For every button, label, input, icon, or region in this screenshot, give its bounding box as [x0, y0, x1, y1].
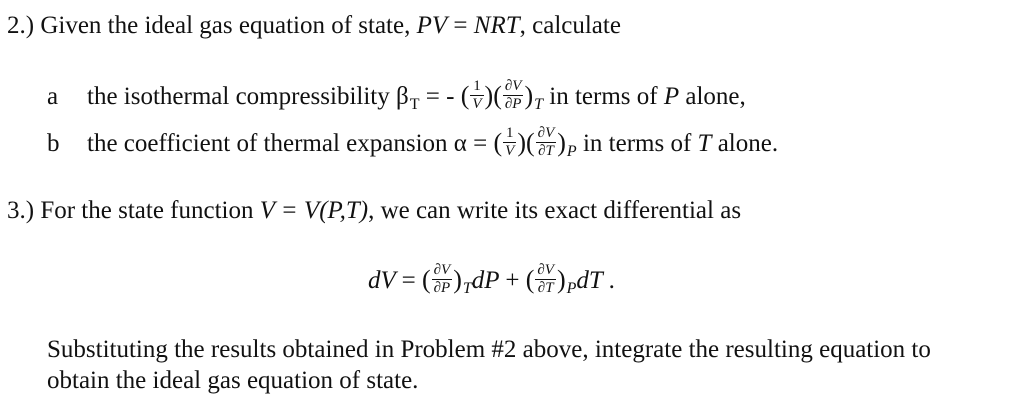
fraction-numerator: ∂V	[504, 78, 522, 94]
part-a-tail-pre: in terms of	[549, 83, 658, 111]
part-b-variable: T	[697, 130, 712, 158]
fraction-numerator: ∂V	[537, 262, 554, 278]
part-a-text: the isothermal compressibility	[87, 83, 390, 111]
paren-open: (	[493, 81, 502, 111]
fraction-denominator: V	[505, 143, 515, 159]
fraction-dv-dt	[535, 263, 556, 296]
problem-3-tail: , we can write its exact differential as	[368, 197, 742, 224]
problem-2-statement	[7, 13, 621, 38]
closing-line-1	[47, 337, 931, 362]
paren-close: )	[557, 128, 566, 158]
part-b-equals: =	[473, 130, 488, 158]
part-a-variable: P	[663, 83, 680, 111]
fraction-numerator: ∂V	[537, 125, 555, 141]
paren-close: )	[524, 81, 534, 111]
part-a-tail-post: alone,	[685, 83, 746, 111]
part-b-tail-post: alone.	[717, 130, 779, 158]
differential-equals: =	[401, 267, 416, 295]
fraction-one-over-v	[470, 79, 483, 112]
paren-close: )	[556, 265, 566, 295]
fraction-one-over-v	[503, 126, 516, 159]
beta-symbol: β	[395, 83, 409, 111]
fraction-dv-dp	[432, 263, 453, 296]
part-b	[47, 125, 779, 162]
problem-2-number: 2.)	[7, 12, 35, 39]
paren-open: (	[526, 128, 535, 158]
differential-dp: dP	[471, 267, 500, 295]
fraction-numerator: 1	[503, 126, 516, 143]
constant-subscript: P	[566, 143, 577, 161]
alpha-symbol: α	[453, 130, 467, 158]
differential-plus: +	[505, 267, 520, 295]
problem-2-tail: , calculate	[519, 12, 621, 39]
fraction-denominator: ∂T	[538, 143, 554, 159]
equation-lhs: PV	[416, 12, 448, 39]
part-a-label: a	[47, 83, 59, 111]
part-a-equals-minus: = -	[425, 83, 455, 111]
paren-close: )	[453, 265, 462, 295]
beta-subscript: T	[409, 96, 420, 114]
equation-equals: =	[453, 12, 468, 39]
problem-2-intro: Given the ideal gas equation of state,	[40, 12, 411, 39]
exact-differential-equation	[368, 262, 615, 299]
problem-3-intro: For the state function	[40, 197, 254, 224]
fraction-numerator: ∂V	[433, 262, 451, 278]
fraction-numerator: 1	[470, 79, 483, 96]
fraction-dv-dp	[503, 79, 524, 112]
closing-line-2	[47, 368, 418, 393]
paren-open: (	[525, 265, 535, 295]
paren-close: )	[484, 81, 494, 111]
differential-dt: dT	[576, 267, 603, 295]
differential-period: .	[608, 267, 615, 295]
part-a	[47, 78, 746, 115]
paren-open: (	[421, 265, 431, 295]
fraction-dv-dt	[536, 126, 557, 159]
constant-subscript: T	[462, 280, 472, 298]
fraction-denominator: ∂P	[433, 280, 451, 296]
constant-subscript: T	[534, 96, 544, 114]
differential-lhs: dV	[368, 267, 396, 295]
fraction-denominator: ∂P	[504, 96, 522, 112]
part-b-text: the coefficient of thermal expansion	[87, 130, 448, 158]
paren-open: (	[460, 81, 470, 111]
problem-3-number: 3.)	[7, 197, 35, 224]
state-function: V = V(P,T)	[259, 197, 369, 224]
equation-rhs: NRT	[473, 12, 520, 39]
part-b-tail-pre: in terms of	[582, 130, 692, 158]
fraction-denominator: V	[472, 96, 482, 112]
fraction-denominator: ∂T	[537, 280, 554, 296]
paren-close: )	[517, 128, 526, 158]
closing-text-2: obtain the ideal gas equation of state.	[47, 367, 419, 394]
constant-subscript: P	[566, 280, 577, 298]
closing-text-1: Substituting the results obtained in Problem #2 above, integrate the resulting equation to	[47, 336, 931, 363]
problem-3-statement	[7, 198, 741, 223]
part-b-label: b	[47, 130, 60, 158]
paren-open: (	[493, 128, 503, 158]
